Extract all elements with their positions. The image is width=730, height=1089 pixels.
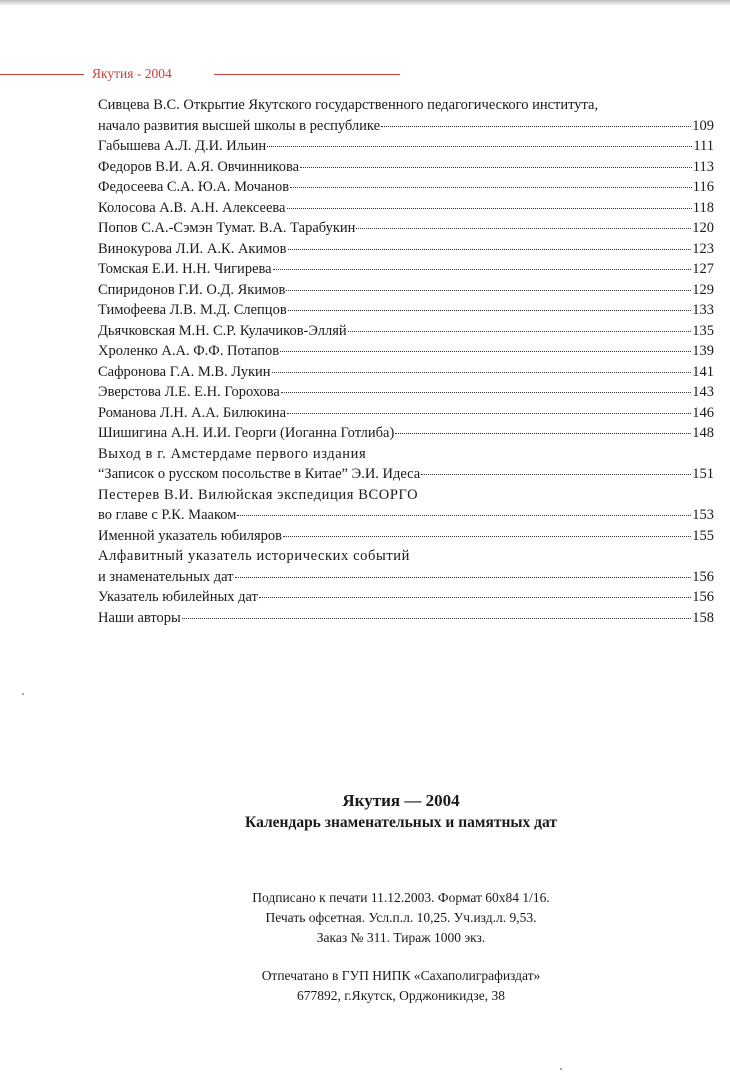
print-speck	[560, 1068, 562, 1070]
print-speck	[22, 693, 24, 695]
toc-page-number: 113	[692, 158, 714, 175]
dot-leader	[356, 216, 691, 229]
toc-entry-title: и знаменательных дат	[98, 568, 234, 585]
dot-leader	[272, 360, 692, 373]
toc-entry-title: Федосеева С.А. Ю.А. Мочанов	[98, 179, 290, 195]
toc-entry-title: Сафронова Г.А. М.В. Лукин	[98, 363, 271, 380]
toc-entry-title: Федоров В.И. А.Я. Овчинникова	[98, 158, 300, 175]
imprint-detail-line: Заказ № 311. Тираж 1000 экз.	[316, 930, 486, 945]
toc-entry-title: Указатель юбилейных дат	[98, 589, 258, 605]
toc-entry-title: Именной указатель юбиляров	[98, 527, 283, 544]
toc-entry-title: Романова Л.Н. А.А. Билюкина	[98, 404, 287, 421]
toc-page-number: 135	[692, 322, 714, 339]
dot-leader	[235, 565, 692, 578]
toc-page-number: 143	[692, 384, 714, 400]
imprint-printer-line: Отпечатано в ГУП НИПК «Сахаполиграфиздат»	[261, 968, 541, 983]
dot-leader	[259, 585, 691, 598]
toc-entry	[98, 300, 714, 321]
dot-leader	[381, 114, 691, 127]
toc-entry	[98, 95, 714, 136]
toc-entry-title: начало развития высшей школы в республике	[98, 117, 381, 134]
toc-entry-title: Хроленко А.А. Ф.Ф. Потапов	[98, 343, 280, 359]
toc-entry	[98, 136, 714, 157]
dot-leader	[288, 298, 692, 311]
toc-page-number: 129	[692, 281, 714, 298]
toc-entry	[98, 403, 714, 424]
toc-entry-title: Дьячковская М.Н. С.Р. Кулачиков-Элляй	[98, 322, 347, 339]
toc-page-number: 148	[692, 425, 714, 441]
dot-leader	[395, 421, 691, 434]
toc-entry-title: Попов С.А.-Сэмэн Тумат. В.А. Тарабукин	[98, 220, 356, 236]
toc-entry-title: во главе с Р.К. Мааком	[98, 507, 237, 523]
dot-leader	[300, 155, 692, 168]
toc-entry	[98, 587, 714, 608]
toc-entry	[98, 485, 714, 526]
toc-page-number: 156	[692, 589, 714, 605]
toc-entry-title: Томская Е.И. Н.Н. Чигирева	[98, 261, 272, 277]
dot-leader	[283, 524, 691, 537]
toc-page-number: 109	[692, 117, 714, 134]
toc-entry-title: Наши авторы	[98, 609, 181, 626]
toc-entry	[98, 444, 714, 485]
imprint	[0, 790, 730, 1006]
dot-leader	[273, 257, 692, 270]
imprint-details	[36, 888, 730, 948]
toc-entry	[98, 198, 714, 219]
toc-page-number: 123	[692, 240, 714, 257]
dot-leader	[286, 278, 691, 291]
toc-page-number: 156	[692, 568, 714, 585]
imprint-title: Якутия — 2004	[342, 791, 460, 810]
toc-entry	[98, 177, 714, 198]
toc-entry	[98, 423, 714, 444]
toc-entry	[98, 259, 714, 280]
page-top-edge	[0, 0, 730, 6]
dot-leader	[287, 196, 692, 209]
imprint-printer-line: 677892, г.Якутск, Орджоникидзе, 38	[297, 988, 505, 1003]
toc-entry-title: Габышева А.Л. Д.И. Ильин	[98, 138, 267, 154]
running-head-rule-right	[214, 74, 400, 75]
toc-entry-title: “Записок о русском посольстве в Китае” Э.И. Идеса	[98, 466, 421, 482]
imprint-subtitle: Календарь знаменательных и памятных дат	[245, 814, 557, 831]
toc-page-number: 146	[692, 404, 714, 421]
toc-entry	[98, 608, 714, 629]
toc-page-number: 151	[692, 466, 714, 482]
running-head-rule-left	[0, 74, 84, 75]
toc-entry-title: Шишигина А.Н. И.И. Георги (Иоганна Готлиба)	[98, 425, 395, 441]
toc-entry-title: Винокурова Л.И. А.К. Акимов	[98, 240, 287, 257]
table-of-contents	[98, 95, 714, 628]
dot-leader	[267, 134, 692, 147]
toc-entry-line: Сивцева В.С. Открытие Якутского государственного педагогического института,	[98, 97, 599, 113]
toc-page-number: 118	[692, 199, 714, 216]
toc-entry	[98, 526, 714, 547]
toc-entry	[98, 362, 714, 383]
imprint-detail-line: Подписано к печати 11.12.2003. Формат 60x84 1/16.	[252, 890, 550, 905]
toc-page-number: 141	[692, 363, 714, 380]
dot-leader	[280, 339, 691, 352]
toc-entry-title: Тимофеева Л.В. М.Д. Слепцов	[98, 302, 287, 318]
toc-entry-title: Спиридонов Г.И. О.Д. Якимов	[98, 281, 286, 298]
dot-leader	[421, 462, 691, 475]
running-head	[0, 64, 400, 84]
toc-entry-line: Выход в г. Амстердаме первого издания	[98, 445, 367, 462]
running-head-text: Якутия - 2004	[92, 66, 172, 81]
toc-page-number: 139	[692, 343, 714, 359]
toc-page-number: 116	[692, 179, 714, 195]
toc-page-number: 158	[692, 609, 714, 626]
toc-entry-title: Колосова А.В. А.Н. Алексеева	[98, 199, 286, 216]
dot-leader	[182, 606, 691, 619]
toc-entry	[98, 239, 714, 260]
dot-leader	[288, 237, 692, 250]
dot-leader	[281, 380, 691, 393]
toc-entry	[98, 321, 714, 342]
toc-page-number: 111	[693, 138, 714, 154]
toc-page-number: 127	[692, 261, 714, 277]
toc-entry-line: Алфавитный указатель исторических событий	[98, 548, 410, 564]
toc-page-number: 155	[692, 527, 714, 544]
toc-entry	[98, 157, 714, 178]
dot-leader	[290, 175, 692, 188]
toc-entry	[98, 280, 714, 301]
imprint-detail-line: Печать офсетная. Усл.п.л. 10,25. Уч.изд.л. 9,53.	[265, 910, 537, 925]
toc-page-number: 120	[692, 220, 714, 236]
toc-entry-title: Эверстова Л.Е. Е.Н. Горохова	[98, 384, 280, 400]
dot-leader	[348, 319, 692, 332]
toc-page-number: 153	[692, 507, 714, 523]
toc-entry-line: Пестерев В.И. Вилюйская экспедиция ВСОРГО	[98, 486, 419, 503]
toc-entry	[98, 382, 714, 403]
toc-entry	[98, 341, 714, 362]
imprint-printer	[36, 966, 730, 1006]
dot-leader	[237, 503, 691, 516]
toc-page-number: 133	[692, 302, 714, 318]
dot-leader	[287, 401, 691, 414]
toc-entry	[98, 218, 714, 239]
toc-entry	[98, 546, 714, 587]
